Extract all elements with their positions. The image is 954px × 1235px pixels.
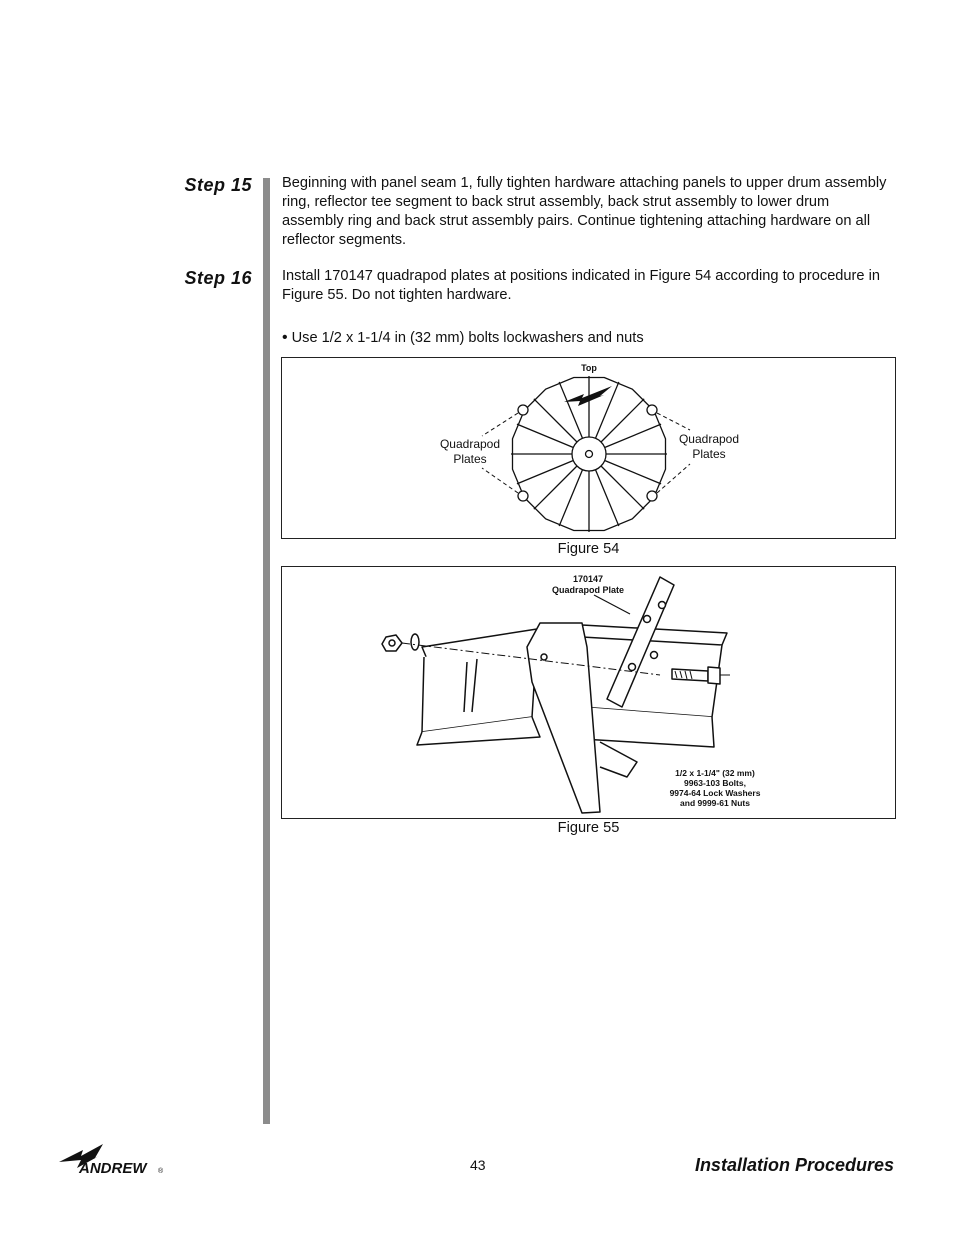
step-15-label: Step 15	[184, 175, 252, 195]
reflector-seam	[605, 424, 661, 447]
fig55-hardware-line-1: 1/2 x 1-1/4" (32 mm)	[675, 768, 755, 778]
reflector-seam	[559, 382, 582, 438]
fig54-top-label: Top	[581, 363, 597, 373]
reflector-seam	[534, 466, 577, 509]
fig54-left-label-1: Quadrapod	[439, 437, 501, 451]
quadrapod-plate-marker	[647, 405, 657, 415]
quadrapod-plate-marker	[647, 491, 657, 501]
reflector-hub	[572, 437, 606, 471]
reflector-seam	[605, 461, 661, 484]
fig55-hardware-line-3: 9974-64 Lock Washers	[669, 788, 761, 798]
bullet-item	[282, 328, 644, 348]
figure-55-drawing	[282, 567, 897, 820]
reflector-seam	[534, 399, 577, 442]
page-number: 43	[470, 1157, 486, 1173]
logo-wordmark: ANDREW	[79, 1160, 147, 1174]
fig54-right-label-1: Quadrapod	[678, 432, 740, 446]
logo-registered-mark: ®	[158, 1168, 164, 1174]
quadrapod-plate-marker	[518, 405, 528, 415]
figure-54-drawing	[282, 358, 897, 540]
fig55-plate-label-2: Quadrapod Plate	[551, 585, 625, 595]
bullet-marker: •	[282, 329, 288, 346]
fig55-plate-label-1: 170147	[572, 574, 604, 584]
fig55-hardware-line-2: 9963-103 Bolts,	[684, 778, 746, 788]
andrew-logo	[55, 1140, 175, 1179]
reflector-seam	[596, 470, 619, 526]
reflector-seam	[601, 399, 644, 442]
reflector-seam	[559, 470, 582, 526]
step-16-label: Step 16	[184, 268, 252, 288]
section-title: Installation Procedures	[694, 1155, 894, 1175]
figure-55	[281, 566, 896, 819]
step-16-text: Install 170147 quadrapod plates at positions indicated in Figure 54 according to procedure in Figure 55. Do not tighten hardware.	[282, 268, 880, 303]
fig55-hardware-line-4: and 9999-61 Nuts	[680, 798, 750, 808]
quadrapod-plate-marker	[518, 491, 528, 501]
reflector-center	[586, 451, 593, 458]
figure-54-caption: Figure 54	[557, 541, 620, 557]
leader-line	[482, 468, 518, 493]
fig54-right-label-2: Plates	[692, 447, 726, 461]
reflector-seam	[596, 382, 619, 438]
figure-55-caption: Figure 55	[557, 820, 620, 836]
sidebar-rule	[263, 178, 270, 1124]
step-15-text: Beginning with panel seam 1, fully tighten hardware attaching panels to upper drum assembly ring, reflector tee segment to back strut assembly, back strut assembly to lower drum assembly ring and back strut assembly pairs. Continue tightening attaching hardware on all reflector segments.	[282, 175, 887, 248]
figure-54	[281, 357, 896, 539]
leader-line	[657, 413, 690, 430]
bullet-text: Use 1/2 x 1-1/4 in (32 mm) bolts lockwashers and nuts	[291, 330, 644, 346]
reflector-seam	[601, 466, 644, 509]
reflector-seam	[517, 424, 573, 447]
fig54-left-label-2: Plates	[453, 452, 487, 466]
leader-line	[482, 413, 518, 436]
lightning-bolt-icon	[564, 386, 612, 406]
reflector-seam	[517, 461, 573, 484]
